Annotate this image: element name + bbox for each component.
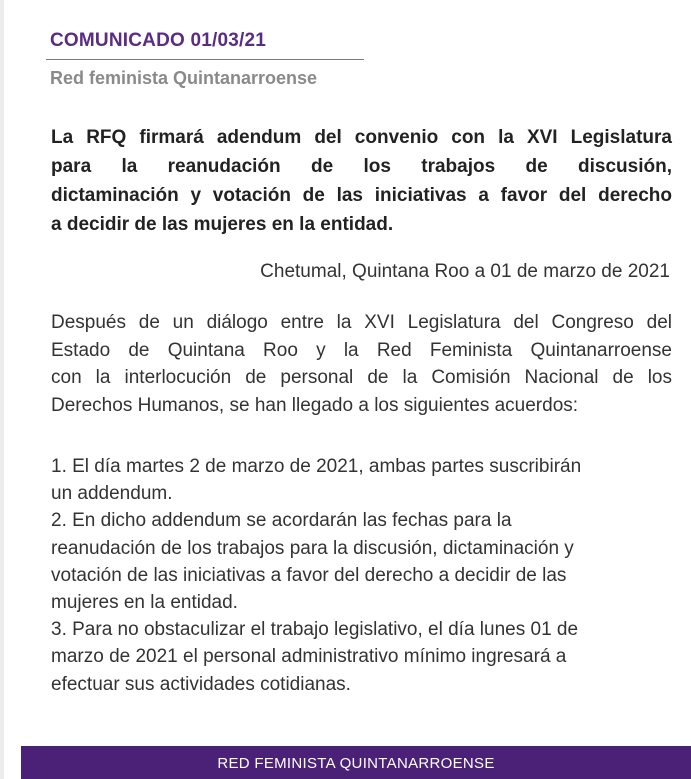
document-title: COMUNICADO 01/03/21 — [50, 30, 267, 51]
headline-line: La RFQ firmará adendum del convenio con la XVI Legislatura — [51, 127, 672, 148]
agreement-line: marzo de 2021 el personal administrativo mínimo ingresará a — [51, 646, 567, 668]
headline-line: dictaminación y votación de las iniciativas a favor del derecho — [51, 185, 672, 206]
intro-line: Estado de Quintana Roo y la Red Feminista Quintanarroense — [51, 339, 672, 361]
dateline: Chetumal, Quintana Roo a 01 de marzo de 2021 — [260, 261, 670, 282]
agreement-line: reanudación de los trabajos para la discusión, dictaminación y — [51, 537, 574, 559]
agreement-line: un addendum. — [51, 483, 173, 505]
intro-paragraph — [51, 309, 672, 419]
agreement-line: 3. Para no obstaculizar el trabajo legislativo, el día lunes 01 de — [51, 619, 579, 641]
agreement-line: 2. En dicho addendum se acordarán las fechas para la — [51, 510, 512, 532]
headline-line: a decidir de las mujeres en la entidad. — [51, 214, 394, 235]
agreement-line: mujeres en la entidad. — [51, 592, 238, 614]
intro-line: con la interlocución de personal de la Comisión Nacional de los — [51, 367, 672, 388]
agreement-line: 1. El día martes 2 de marzo de 2021, ambas partes suscribirán — [51, 456, 582, 477]
intro-line: Después de un diálogo entre la XVI Legislatura del Congreso del — [51, 312, 672, 333]
headline-line: para la reanudación de los trabajos de discusión, — [51, 156, 672, 177]
agreements-list — [51, 453, 681, 698]
organization-subtitle: Red feminista Quintanarroense — [50, 68, 318, 88]
agreement-line: votación de las iniciativas a favor del derecho a decidir de las — [51, 564, 567, 586]
footer-banner — [21, 746, 691, 779]
page-left-border — [0, 0, 4, 779]
intro-line: Derechos Humanos, se han llegado a los siguientes acuerdos: — [51, 394, 579, 416]
agreement-line: efectuar sus actividades cotidianas. — [51, 673, 351, 695]
footer-label: RED FEMINISTA QUINTANARROENSE — [217, 755, 495, 772]
title-divider — [46, 59, 364, 60]
headline — [51, 123, 672, 239]
